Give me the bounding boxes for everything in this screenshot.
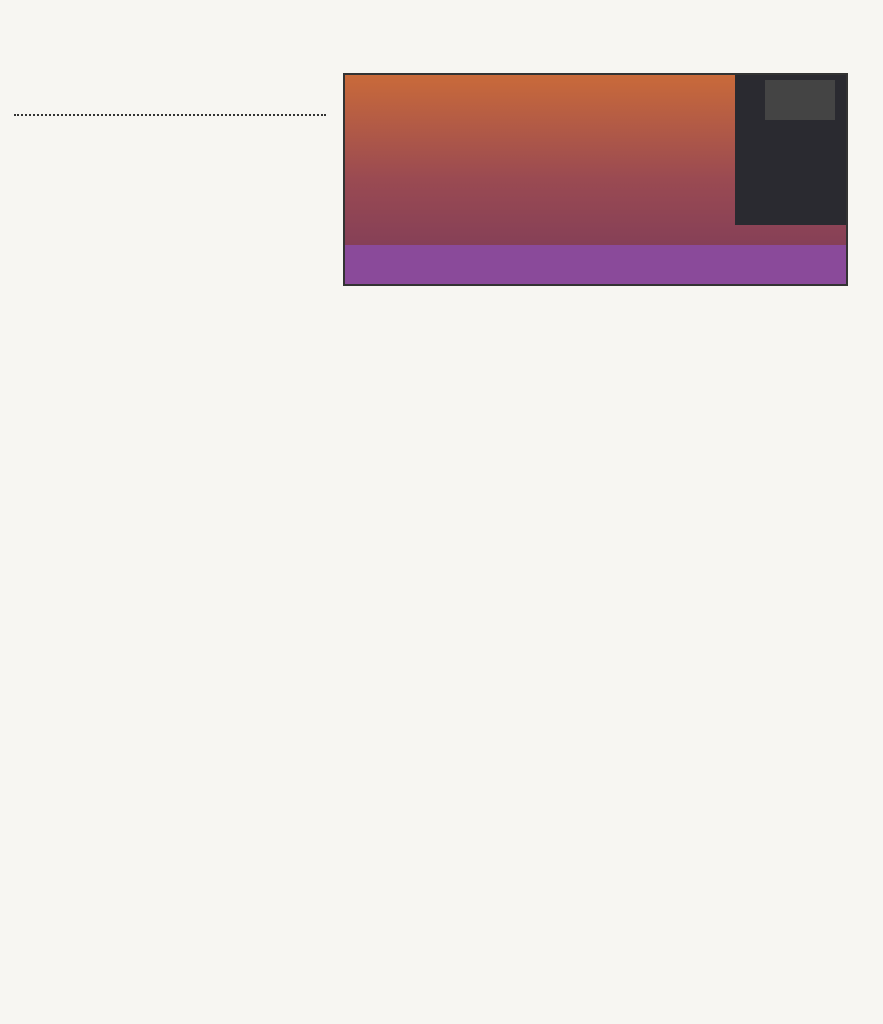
- headline: [0, 0, 883, 48]
- byline: [14, 80, 326, 116]
- devotees-photo-image: [345, 75, 846, 284]
- news-photo: [343, 73, 848, 286]
